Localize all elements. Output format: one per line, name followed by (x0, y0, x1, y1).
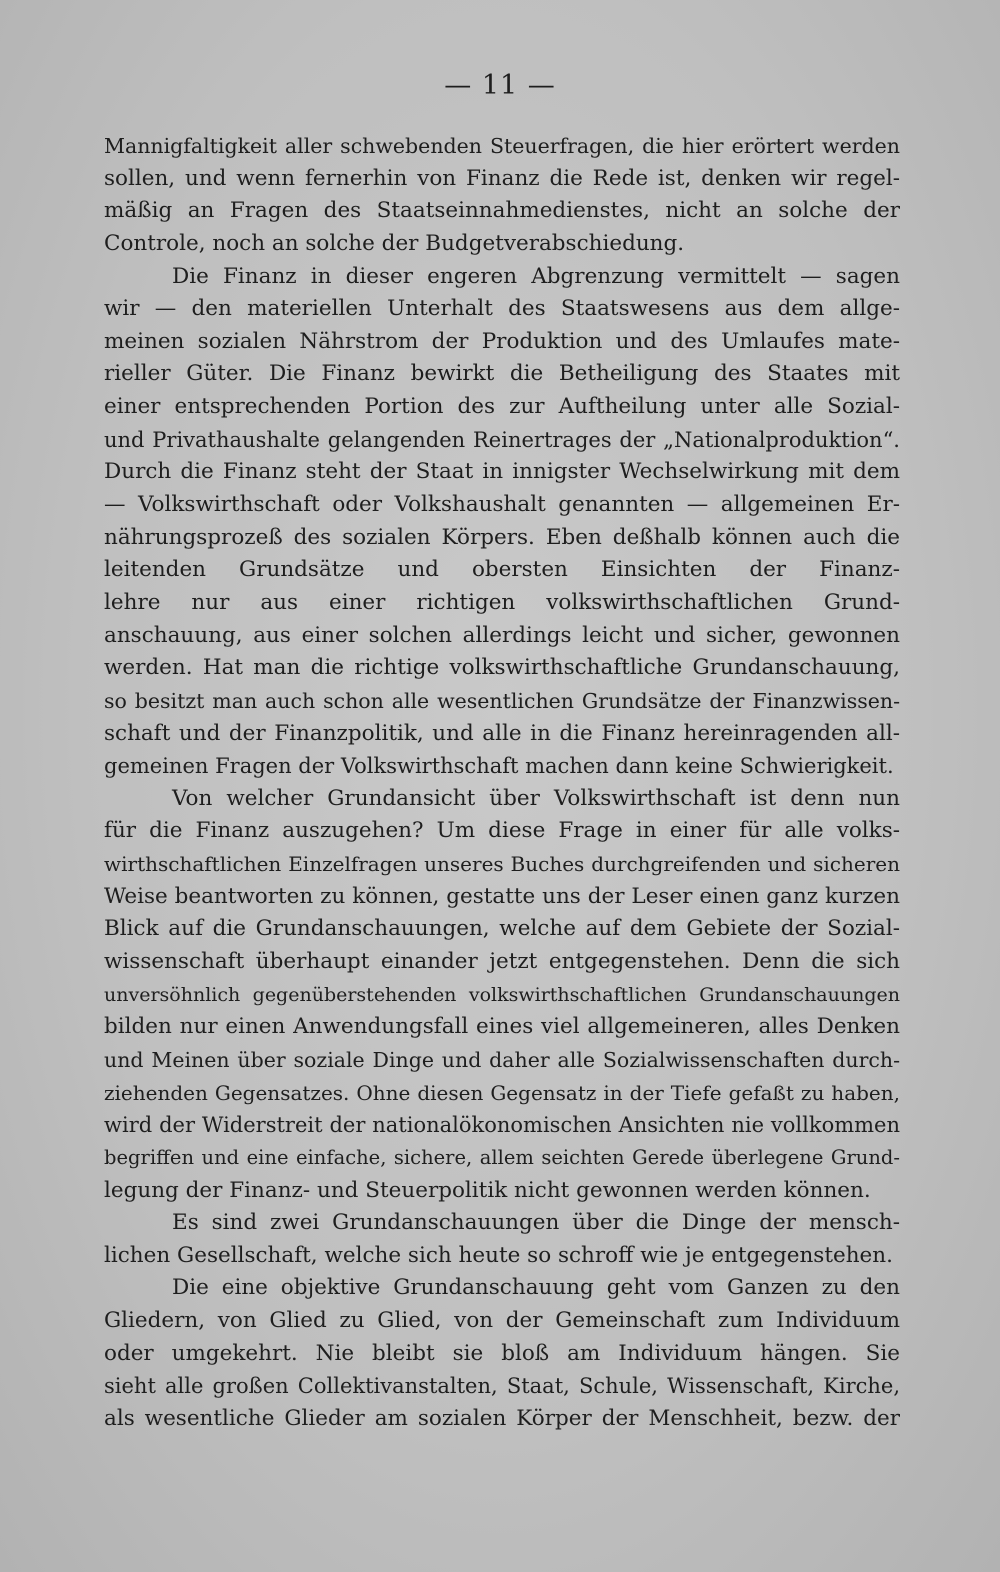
text-line: so besitzt man auch schon alle wesentlichen Grundsätze der Finanzwissen- (104, 688, 900, 713)
text-line: anschauung, aus einer solchen allerdings leicht und sicher, gewonnen (104, 622, 900, 648)
text-line: Gliedern, von Glied zu Glied, von der Gemeinschaft zum Individuum (104, 1308, 900, 1334)
text-line: Durch die Finanz steht der Staat in innigster Wechselwirkung mit dem (104, 459, 900, 485)
body-text (104, 130, 900, 1436)
text-line: Mannigfaltigkeit aller schwebenden Steuerfragen, die hier erörtert werden (104, 134, 900, 158)
text-line: oder umgekehrt. Nie bleibt sie bloß am Individuum hängen. Sie (104, 1340, 900, 1366)
text-line: werden. Hat man die richtige volkswirthschaftliche Grundanschauung, (104, 655, 900, 681)
text-line: sieht alle großen Collektivanstalten, Staat, Schule, Wissenschaft, Kirche, (104, 1374, 900, 1399)
text-line: lehre nur aus einer richtigen volkswirthschaftlichen Grund- (104, 589, 900, 615)
text-line: legung der Finanz- und Steuerpolitik nicht gewonnen werden können. (104, 1177, 871, 1203)
text-line: schaft und der Finanzpolitik, und alle in die Finanz hereinragenden all- (104, 720, 900, 746)
text-line: Controle, noch an solche der Budgetverabschiedung. (104, 230, 685, 256)
text-line: Die Finanz in dieser engeren Abgrenzung vermittelt — sagen (172, 263, 900, 289)
text-line: sollen, und wenn fernerhin von Finanz die Rede ist, denken wir regel- (104, 165, 900, 191)
page-number: — 11 — (444, 70, 556, 101)
text-line: unversöhnlich gegenüberstehenden volkswirthschaftlichen Grundanschauungen (104, 983, 900, 1006)
text-line: Von welcher Grundansicht über Volkswirthschaft ist denn nun (172, 785, 900, 811)
text-line: wir — den materiellen Unterhalt des Staatswesens aus dem allge- (104, 296, 900, 322)
text-line: Es sind zwei Grundanschauungen über die Dinge der mensch- (172, 1210, 900, 1236)
text-line: wird der Widerstreit der nationalökonomischen Ansichten nie vollkommen (104, 1113, 900, 1138)
text-line: leitenden Grundsätze und obersten Einsichten der Finanz- (104, 557, 900, 583)
text-line: Die eine objektive Grundanschauung geht vom Ganzen zu den (172, 1275, 900, 1301)
text-line: als wesentliche Glieder am sozialen Körper der Menschheit, bezw. der (104, 1405, 900, 1431)
text-line: ziehenden Gegensatzes. Ohne diesen Gegensatz in der Tiefe gefaßt zu haben, (104, 1080, 900, 1105)
text-line: einer entsprechenden Portion des zur Auftheilung unter alle Sozial- (104, 394, 900, 420)
text-line: nährungsprozeß des sozialen Körpers. Eben deßhalb können auch die (104, 524, 900, 550)
text-line: und Meinen über soziale Dinge und daher alle Sozialwissenschaften durch- (104, 1047, 900, 1072)
text-line: — Volkswirthschaft oder Volkshaushalt genannten — allgemeinen Er- (104, 492, 900, 518)
text-line: bilden nur einen Anwendungsfall eines viel allgemeineren, alles Denken (104, 1014, 900, 1040)
text-line: lichen Gesellschaft, welche sich heute so schroff wie je entgegenstehen. (104, 1242, 893, 1268)
text-line: Weise beantworten zu können, gestatte uns der Leser einen ganz kurzen (104, 883, 900, 909)
text-line: für die Finanz auszugehen? Um diese Frage in einer für alle volks- (104, 818, 900, 844)
text-line: rieller Güter. Die Finanz bewirkt die Betheiligung des Staates mit (104, 361, 900, 387)
text-line: wissenschaft überhaupt einander jetzt entgegenstehen. Denn die sich (104, 949, 900, 975)
text-line: gemeinen Fragen der Volkswirthschaft machen dann keine Schwierigkeit. (104, 754, 894, 779)
text-line: und Privathaushalte gelangenden Reinertrages der „Nationalproduktion“. (104, 427, 900, 452)
text-line: begriffen und eine einfache, sichere, allem seichten Gerede überlegene Grund- (104, 1145, 900, 1169)
text-line: wirthschaftlichen Einzelfragen unseres Buches durchgreifenden und sicheren (104, 852, 900, 877)
text-line: meinen sozialen Nährstrom der Produktion und des Umlaufes mate- (104, 328, 900, 354)
text-line: Blick auf die Grundanschauungen, welche auf dem Gebiete der Sozial- (104, 916, 900, 942)
text-line: mäßig an Fragen des Staatseinnahmedienstes, nicht an solche der (104, 198, 900, 224)
